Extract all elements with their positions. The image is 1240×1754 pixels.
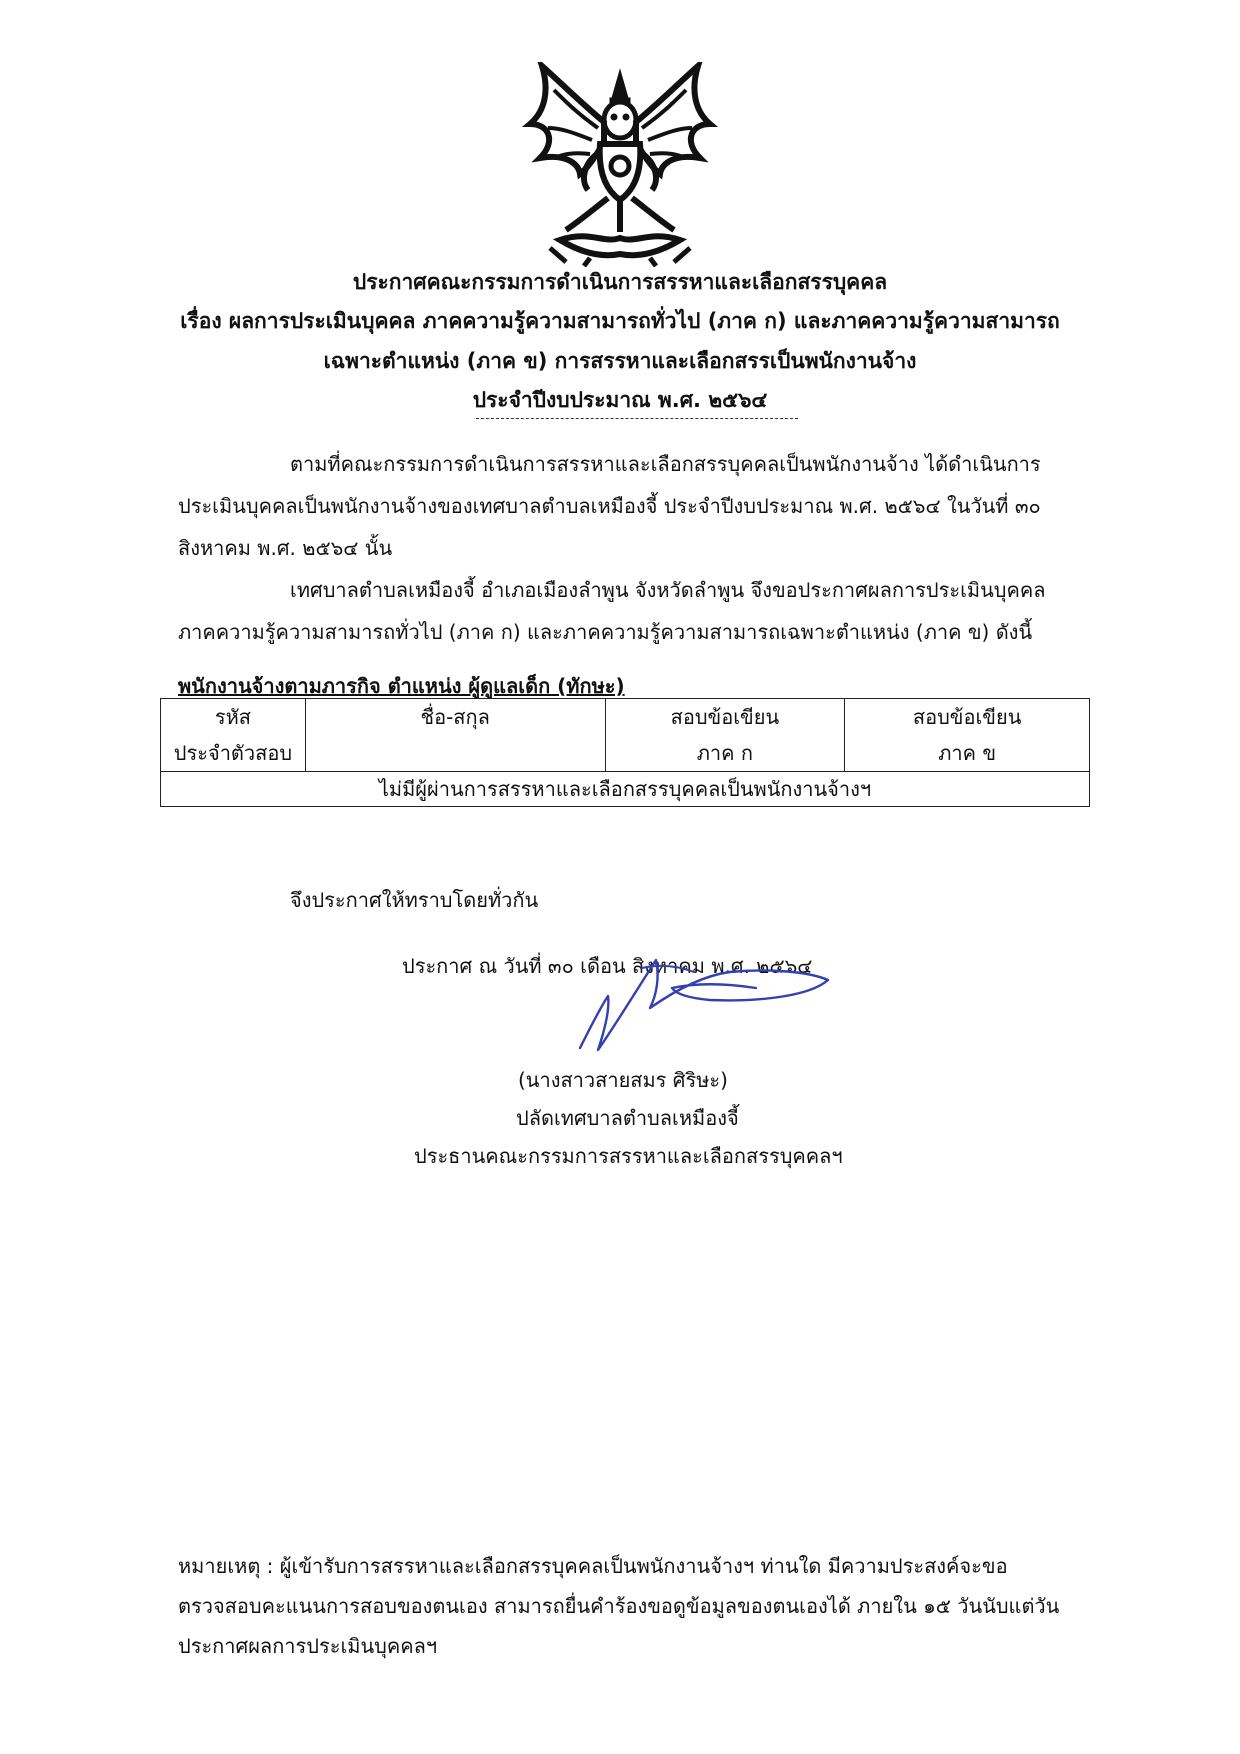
paragraph1-line3: สิงหาคม พ.ศ. ๒๕๖๔ นั้น xyxy=(178,536,393,560)
column-header-name: ชื่อ-สกุล xyxy=(305,699,605,736)
note-line1: หมายเหตุ : ผู้เข้ารับการสรรหาและเลือกสรรบุคคลเป็นพนักงานจ้างฯ ท่านใด มีความประสงค์จะขอ xyxy=(178,1554,1008,1578)
fiscal-year: ประจำปีงบประมาณ พ.ศ. ๒๕๖๔ xyxy=(472,388,768,412)
note-line2: ตรวจสอบคะแนนการสอบของตนเอง สามารถยื่นคำร้องขอดูข้อมูลของตนเองได้ ภายใน ๑๕ วันนับแต่วัน xyxy=(178,1594,1060,1618)
column-header-name-line2 xyxy=(305,735,605,772)
position-heading: พนักงานจ้างตามภารกิจ ตำแหน่ง ผู้ดูแลเด็ก (ทักษะ) xyxy=(178,674,625,698)
signer-position: ปลัดเทศบาลตำบลเหมืองจี้ xyxy=(516,1106,739,1130)
title-divider xyxy=(476,418,798,419)
paragraph2-line1: เทศบาลตำบลเหมืองจี้ อำเภอเมืองลำพูน จังหวัดลำพูน จึงขอประกาศผลการประเมินบุคคล xyxy=(290,578,1046,602)
column-header-part-b-line2: ภาค ข xyxy=(845,735,1090,772)
column-header-part-b: สอบข้อเขียน xyxy=(845,699,1090,736)
column-header-part-a-line2: ภาค ก xyxy=(605,735,845,772)
garuda-emblem-icon xyxy=(520,62,720,267)
announcement-date: ประกาศ ณ วันที่ ๓๐ เดือน สิงหาคม พ.ศ. ๒๕๖๔ xyxy=(402,954,813,978)
announcement-subject-cont: เฉพาะตำแหน่ง (ภาค ข) การสรรหาและเลือกสรรเป็นพนักงานจ้าง xyxy=(323,349,917,373)
empty-result-message: ไม่มีผู้ผ่านการสรรหาและเลือกสรรบุคคลเป็นพนักงานจ้างฯ xyxy=(161,772,1090,807)
signer-name: (นางสาวสายสมร ศิริษะ) xyxy=(518,1068,728,1092)
results-table xyxy=(160,698,1090,807)
paragraph1-line1: ตามที่คณะกรรมการดำเนินการสรรหาและเลือกสรรบุคคลเป็นพนักงานจ้าง ได้ดำเนินการ xyxy=(290,452,1041,476)
signer-role: ประธานคณะกรรมการสรรหาและเลือกสรรบุคคลฯ xyxy=(414,1144,843,1168)
column-header-part-a: สอบข้อเขียน xyxy=(605,699,845,736)
announcement-subject: เรื่อง ผลการประเมินบุคคล ภาคความรู้ความสามารถทั่วไป (ภาค ก) และภาคความรู้ความสามารถ xyxy=(180,309,1060,333)
table-row xyxy=(161,772,1090,807)
column-header-exam-id-line2: ประจำตัวสอบ xyxy=(161,735,306,772)
handwritten-signature xyxy=(560,948,850,1058)
note-line3: ประกาศผลการประเมินบุคคลฯ xyxy=(178,1634,438,1658)
closing-announce: จึงประกาศให้ทราบโดยทั่วกัน xyxy=(290,888,539,912)
column-header-exam-id: รหัส xyxy=(161,699,306,736)
paragraph1-line2: ประเมินบุคคลเป็นพนักงานจ้างของเทศบาลตำบลเหมืองจี้ ประจำปีงบประมาณ พ.ศ. ๒๕๖๔ ในวันที่ ๓๐ xyxy=(178,494,1041,518)
paragraph2-line2: ภาคความรู้ความสามารถทั่วไป (ภาค ก) และภาคความรู้ความสามารถเฉพาะตำแหน่ง (ภาค ข) ดังนี้ xyxy=(178,620,1033,644)
announcement-title: ประกาศคณะกรรมการดำเนินการสรรหาและเลือกสรรบุคคล xyxy=(352,270,888,294)
